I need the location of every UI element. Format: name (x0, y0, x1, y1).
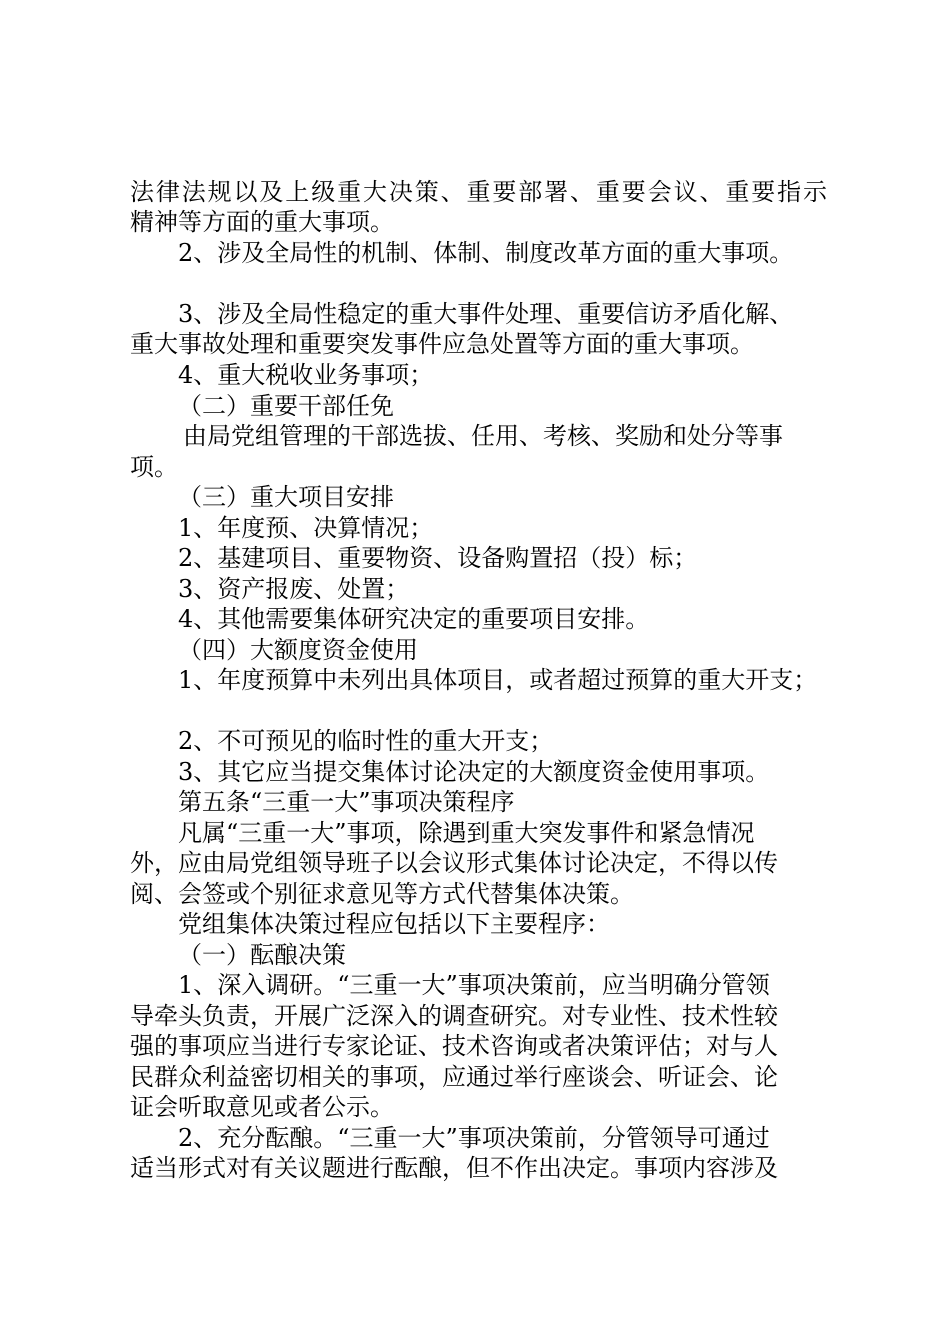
text-line: 强的事项应当进行专家论证、技术咨询或者决策评估；对与人 (130, 1032, 778, 1060)
text-line: 民群众利益密切相关的事项，应通过举行座谈会、听证会、论 (130, 1063, 778, 1091)
text-line: 证会听取意见或者公示。 (130, 1093, 394, 1121)
text-line: 由局党组管理的干部选拔、任用、考核、奖励和处分等事 (183, 422, 783, 450)
text-line: 3、其它应当提交集体讨论决定的大额度资金使用事项。 (178, 758, 770, 786)
text-line: 1、深入调研。“三重一大”事项决策前，应当明确分管领 (178, 971, 770, 999)
text-line: 项。 (130, 453, 178, 481)
section-heading: （三）重大项目安排 (178, 483, 394, 511)
text-line: 党组集体决策过程应包括以下主要程序： (178, 910, 610, 938)
section-heading: （二）重要干部任免 (178, 392, 394, 420)
text-line: 外，应由局党组领导班子以会议形式集体讨论决定，不得以传 (130, 849, 778, 877)
text-line: 3、涉及全局性稳定的重大事件处理、重要信访矛盾化解、 (178, 300, 794, 328)
section-heading: （一）酝酿决策 (178, 941, 346, 969)
text-line: 法律法规以及上级重大决策、重要部署、重要会议、重要指示 (130, 178, 827, 206)
text-line: 2、不可预见的临时性的重大开支； (178, 727, 554, 755)
text-line: 1、年度预、决算情况； (178, 514, 434, 542)
text-line: 3、资产报废、处置； (178, 575, 410, 603)
section-heading: （四）大额度资金使用 (178, 636, 418, 664)
text-line: 4、其他需要集体研究决定的重要项目安排。 (178, 605, 650, 633)
article-heading: 第五条“三重一大”事项决策程序 (178, 788, 515, 816)
text-line: 2、涉及全局性的机制、体制、制度改革方面的重大事项。 (178, 239, 794, 267)
text-line: 精神等方面的重大事项。 (130, 208, 394, 236)
text-line: 1、年度预算中未列出具体项目，或者超过预算的重大开支； (178, 666, 818, 694)
text-line: 阅、会签或个别征求意见等方式代替集体决策。 (130, 880, 634, 908)
text-line: 导牵头负责，开展广泛深入的调查研究。对专业性、技术性较 (130, 1002, 778, 1030)
text-line: 适当形式对有关议题进行酝酿，但不作出决定。事项内容涉及 (130, 1154, 778, 1182)
text-line: 重大事故处理和重要突发事件应急处置等方面的重大事项。 (130, 330, 754, 358)
text-line: 4、重大税收业务事项； (178, 361, 434, 389)
text-line: 2、基建项目、重要物资、设备购置招（投）标； (178, 544, 698, 572)
text-line: 凡属“三重一大”事项，除遇到重大突发事件和紧急情况 (178, 819, 755, 847)
text-line: 2、充分酝酿。“三重一大”事项决策前，分管领导可通过 (178, 1124, 770, 1152)
